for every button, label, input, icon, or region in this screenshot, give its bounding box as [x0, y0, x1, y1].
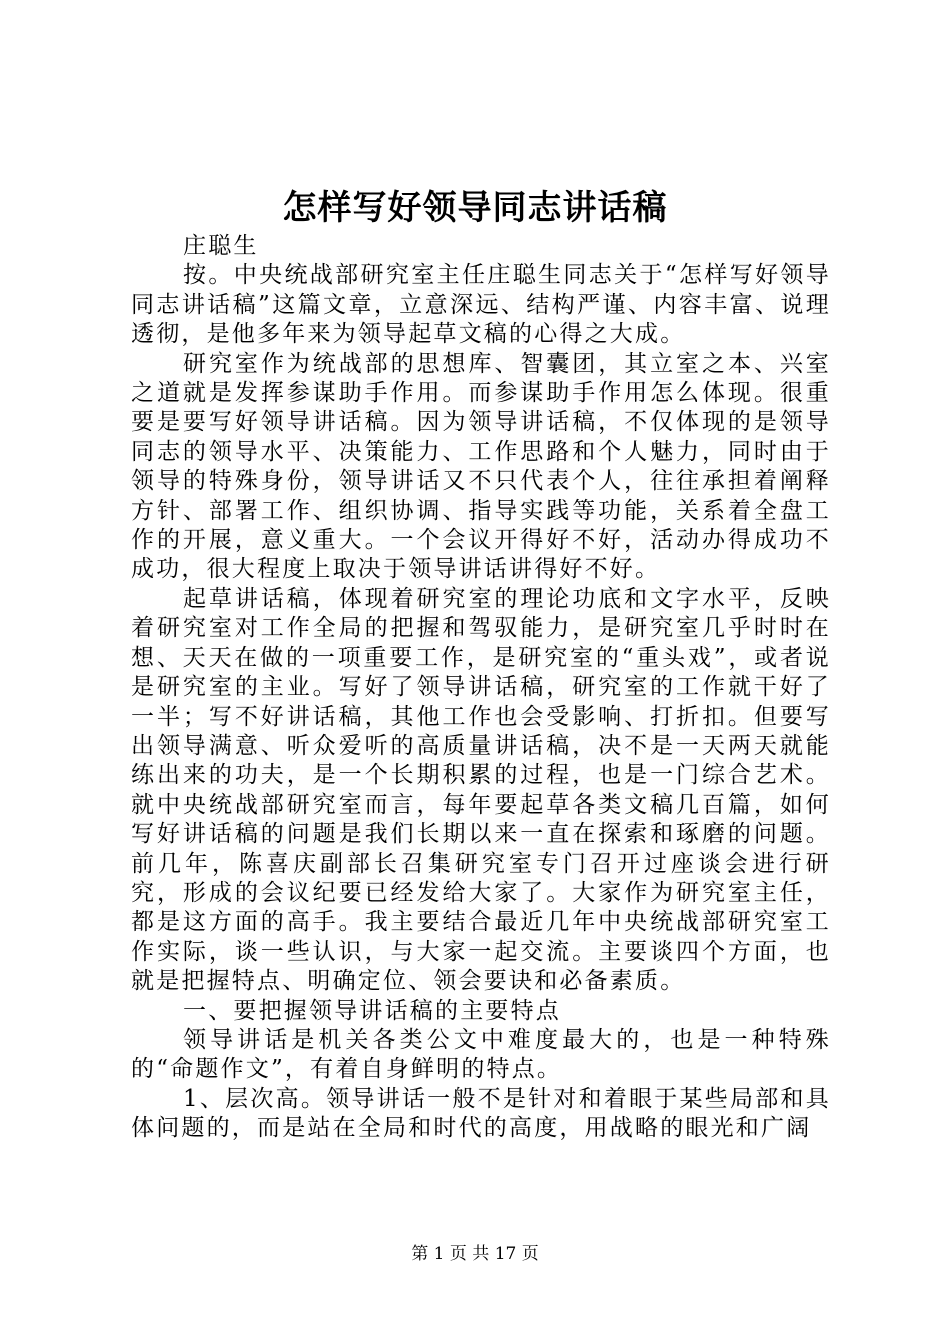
body-paragraph: 起草讲话稿，体现着研究室的理论功底和文字水平，反映着研究室对工作全局的把握和驾驭能力，是研究室几乎时时在想、天天在做的一项重要工作，是研究室的“重头戏”，或者说是研究室的主业。写好了领导讲话稿，研究室的工作就干好了一半；写不好讲话稿，其他工作也会受影响、打折扣。但要写出领导满意、听众爱听的高质量讲话稿，决不是一天两天就能练出来的功夫，是一个长期积累的过程，也是一门综合艺术。就中央统战部研究室而言，每年要起草各类文稿几百篇，如何写好讲话稿的问题是我们长期以来一直在探索和琢磨的问题。前几年，陈喜庆副部长召集研究室专门召开过座谈会进行研究，形成的会议纪要已经发给大家了。大家作为研究室主任，都是这方面的高手。我主要结合最近几年中央统战部研究室工作实际，谈一些认识，与大家一起交流。主要谈四个方面，也就是把握特点、明确定位、领会要诀和必备素质。 — [131, 585, 831, 995]
body-paragraph: 按。中央统战部研究室主任庄聪生同志关于“怎样写好领导同志讲话稿”这篇文章，立意深远、结构严谨、内容丰富、说理透彻，是他多年来为领导起草文稿的心得之大成。 — [131, 262, 831, 348]
author-line: 庄聪生 — [183, 233, 259, 259]
body-paragraph: 1、层次高。领导讲话一般不是针对和着眼于某些局部和具体问题的，而是站在全局和时代的高度，用战略的眼光和广阔 — [131, 1085, 831, 1142]
document-body — [131, 232, 831, 1144]
page-footer: 第 1 页 共 17 页 — [411, 1244, 539, 1264]
document-title: 怎样写好领导同志讲话稿 — [282, 188, 668, 228]
body-paragraph: 研究室作为统战部的思想库、智囊团，其立室之本、兴室之道就是发挥参谋助手作用。而参谋助手作用怎么体现。很重要是要写好领导讲话稿。因为领导讲话稿，不仅体现的是领导同志的领导水平、决策能力、工作思路和个人魅力，同时由于领导的特殊身份，领导讲话又不只代表个人，往往承担着阐释方针、部署工作、组织协调、指导实践等功能，关系着全盘工作的开展，意义重大。一个会议开得好不好，活动办得成功不成功，很大程度上取决于领导讲话讲得好不好。 — [131, 350, 831, 583]
section-heading: 一、要把握领导讲话稿的主要特点 — [183, 997, 561, 1024]
body-paragraph: 领导讲话是机关各类公文中难度最大的，也是一种特殊的“命题作文”，有着自身鲜明的特点。 — [131, 1026, 831, 1083]
